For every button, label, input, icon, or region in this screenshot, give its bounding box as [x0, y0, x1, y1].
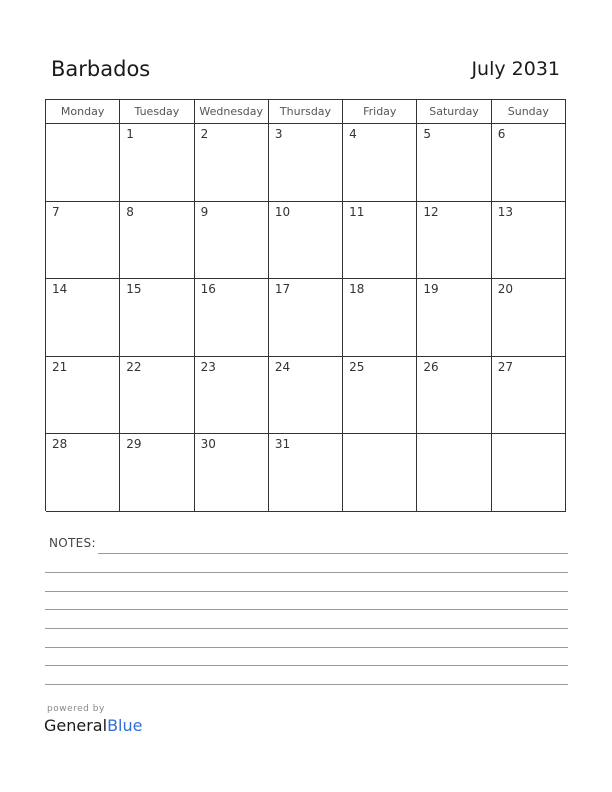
calendar-grid	[45, 99, 566, 511]
weekday-header: Monday	[46, 100, 120, 124]
day-cell	[269, 434, 343, 512]
day-cell	[343, 434, 417, 512]
brand-logo[interactable]	[44, 716, 142, 736]
week-row	[46, 279, 566, 357]
notes-line	[45, 647, 568, 648]
day-number: 4	[349, 127, 357, 141]
weekday-header: Wednesday	[195, 100, 269, 124]
day-cell	[492, 124, 566, 202]
day-cell	[417, 357, 491, 435]
weekday-header: Thursday	[269, 100, 343, 124]
notes-line	[45, 609, 568, 610]
day-cell	[120, 124, 194, 202]
weekday-header: Sunday	[492, 100, 566, 124]
day-number: 26	[423, 359, 439, 374]
day-cell	[120, 434, 194, 512]
notes-line	[45, 572, 568, 573]
notes-line	[45, 684, 568, 685]
day-cell	[269, 202, 343, 280]
day-cell	[417, 279, 491, 357]
day-cell	[492, 357, 566, 435]
day-cell	[343, 279, 417, 357]
notes-line	[45, 591, 568, 592]
day-number: 21	[52, 359, 68, 374]
day-cell	[417, 202, 491, 280]
month-year-label: July 2031	[471, 58, 560, 80]
day-number: 11	[349, 204, 365, 219]
day-number: 7	[52, 204, 60, 219]
day-cell	[46, 279, 120, 357]
weekday-header-row	[46, 100, 566, 124]
day-number: 10	[274, 204, 291, 219]
day-cell	[492, 202, 566, 280]
day-number: 30	[200, 437, 216, 452]
day-number: 20	[497, 282, 513, 297]
day-cell	[46, 434, 120, 512]
day-cell	[195, 202, 269, 280]
day-cell	[46, 202, 120, 280]
day-number: 9	[200, 204, 209, 219]
day-cell	[195, 279, 269, 357]
day-number: 1	[126, 127, 134, 141]
day-cell	[269, 124, 343, 202]
day-cell	[46, 124, 120, 202]
day-cell	[195, 434, 269, 512]
notes-label: NOTES:	[49, 536, 96, 550]
day-cell	[195, 124, 269, 202]
day-cell	[492, 434, 566, 512]
week-row	[46, 124, 566, 202]
day-number: 12	[423, 204, 439, 219]
day-number: 27	[497, 359, 513, 374]
day-cell	[269, 279, 343, 357]
day-number: 19	[423, 282, 439, 297]
week-row	[46, 357, 566, 435]
day-number: 14	[52, 282, 68, 297]
notes-line	[45, 665, 568, 666]
brand-general: General	[44, 716, 108, 735]
week-row	[46, 202, 566, 280]
day-number: 15	[126, 282, 142, 297]
week-row	[46, 434, 566, 512]
day-number: 25	[349, 359, 365, 374]
notes-line	[98, 553, 568, 554]
day-number: 24	[274, 359, 291, 374]
day-number: 3	[274, 127, 283, 141]
day-number: 13	[497, 204, 513, 219]
day-cell	[417, 124, 491, 202]
powered-by-label: powered by	[47, 704, 105, 714]
day-number: 8	[126, 204, 134, 219]
day-number: 29	[126, 437, 142, 452]
day-cell	[120, 279, 194, 357]
day-cell	[343, 202, 417, 280]
day-number: 16	[200, 282, 216, 297]
notes-line	[45, 628, 568, 629]
day-cell	[269, 357, 343, 435]
weekday-header: Saturday	[417, 100, 491, 124]
day-number: 31	[274, 437, 291, 452]
day-cell	[343, 357, 417, 435]
day-number: 5	[423, 127, 432, 141]
day-cell	[120, 202, 194, 280]
day-number: 6	[497, 127, 506, 141]
day-number: 17	[274, 282, 291, 297]
day-number: 28	[52, 437, 68, 452]
day-number: 22	[126, 359, 142, 374]
day-number: 2	[200, 127, 209, 141]
brand-blue: Blue	[107, 716, 143, 735]
day-number: 23	[200, 359, 216, 374]
day-cell	[46, 357, 120, 435]
day-cell	[417, 434, 491, 512]
day-cell	[195, 357, 269, 435]
day-cell	[120, 357, 194, 435]
weekday-header: Tuesday	[120, 100, 194, 124]
day-cell	[343, 124, 417, 202]
day-number: 18	[349, 282, 365, 297]
day-cell	[492, 279, 566, 357]
weekday-header: Friday	[343, 100, 417, 124]
calendar-title: Barbados	[51, 57, 151, 81]
